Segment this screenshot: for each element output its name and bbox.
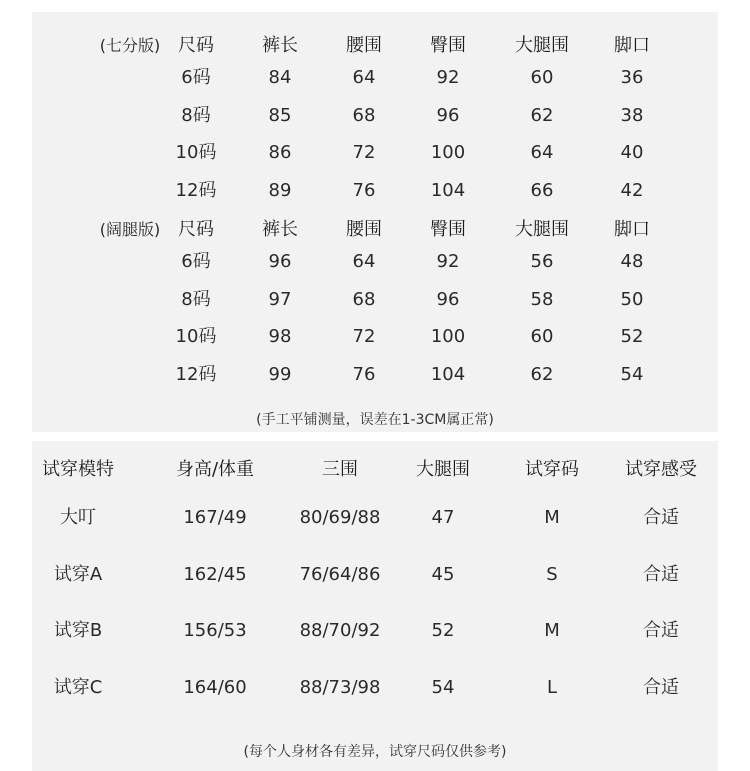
size-value: 50 xyxy=(620,288,644,310)
model-chart-note: (每个人身材各有差异，试穿尺码仅供参考) xyxy=(243,744,507,760)
size-label: 10码 xyxy=(175,326,217,347)
size-label: 12码 xyxy=(175,363,217,385)
model-value: 88/73/98 xyxy=(299,676,381,698)
size-value: 62 xyxy=(530,104,554,126)
model-value: 合适 xyxy=(643,620,679,641)
model-name: 试穿A xyxy=(53,563,103,585)
size-value: 84 xyxy=(268,67,292,88)
size-value: 64 xyxy=(352,67,376,88)
section-label: (七分版) xyxy=(99,36,161,55)
size-value: 96 xyxy=(436,288,460,310)
model-value: S xyxy=(546,563,558,585)
size-value: 62 xyxy=(530,363,554,385)
column-header: 脚口 xyxy=(614,219,650,240)
column-header: 身高/体重 xyxy=(175,459,255,480)
size-value: 38 xyxy=(620,104,644,126)
size-value: 60 xyxy=(530,67,554,88)
size-value: 104 xyxy=(430,179,466,201)
size-value: 85 xyxy=(268,104,292,126)
column-header: 大腿围 xyxy=(416,459,470,480)
column-header: 裤长 xyxy=(262,219,298,240)
size-value: 100 xyxy=(430,326,466,347)
size-value: 42 xyxy=(620,179,644,201)
model-name: 试穿B xyxy=(53,620,103,641)
size-value: 96 xyxy=(436,104,460,126)
size-value: 36 xyxy=(620,67,644,88)
section-label: (阔腿版) xyxy=(99,220,161,239)
column-header: 试穿模特 xyxy=(42,459,114,480)
column-header: 臀围 xyxy=(430,219,466,240)
size-value: 68 xyxy=(352,288,376,310)
size-value: 54 xyxy=(620,363,644,385)
column-header: 大腿围 xyxy=(515,219,569,240)
model-value: 45 xyxy=(431,563,455,585)
size-value: 58 xyxy=(530,288,554,310)
size-value: 40 xyxy=(620,142,644,163)
model-value: 47 xyxy=(431,507,455,528)
model-fit-panel xyxy=(32,441,718,771)
column-header: 尺码 xyxy=(178,219,214,240)
column-header: 试穿感受 xyxy=(625,459,697,480)
column-header: 尺码 xyxy=(178,35,214,56)
size-value: 52 xyxy=(620,326,644,347)
size-label: 8码 xyxy=(181,104,211,126)
size-value: 56 xyxy=(530,251,554,272)
size-value: 68 xyxy=(352,104,376,126)
model-value: 合适 xyxy=(643,507,679,528)
model-value: 76/64/86 xyxy=(299,563,381,585)
column-header: 三围 xyxy=(322,459,358,480)
size-value: 86 xyxy=(268,142,292,163)
size-value: 100 xyxy=(430,142,466,163)
size-value: 64 xyxy=(530,142,554,163)
model-value: M xyxy=(544,620,560,641)
model-value: 合适 xyxy=(643,676,679,698)
size-value: 64 xyxy=(352,251,376,272)
column-header: 裤长 xyxy=(262,35,298,56)
model-value: 80/69/88 xyxy=(299,507,381,528)
model-value: 合适 xyxy=(643,563,679,585)
size-value: 92 xyxy=(436,251,460,272)
model-value: 164/60 xyxy=(183,676,247,698)
size-label: 6码 xyxy=(181,251,211,272)
size-value: 98 xyxy=(268,326,292,347)
model-value: 156/53 xyxy=(183,620,247,641)
size-value: 96 xyxy=(268,251,292,272)
column-header: 试穿码 xyxy=(525,459,579,480)
model-value: 52 xyxy=(431,620,455,641)
size-value: 72 xyxy=(352,326,376,347)
model-name: 试穿C xyxy=(53,676,103,698)
size-value: 89 xyxy=(268,179,292,201)
size-value: 72 xyxy=(352,142,376,163)
size-value: 92 xyxy=(436,67,460,88)
size-value: 76 xyxy=(352,179,376,201)
model-value: 162/45 xyxy=(183,563,247,585)
size-label: 6码 xyxy=(181,67,211,88)
size-value: 97 xyxy=(268,288,292,310)
column-header: 腰围 xyxy=(346,35,382,56)
size-label: 12码 xyxy=(175,179,217,201)
column-header: 腰围 xyxy=(346,219,382,240)
size-value: 60 xyxy=(530,326,554,347)
model-value: 88/70/92 xyxy=(299,620,381,641)
column-header: 脚口 xyxy=(614,35,650,56)
size-value: 76 xyxy=(352,363,376,385)
column-header: 臀围 xyxy=(430,35,466,56)
size-chart-note: (手工平铺测量，误差在1-3CM属正常) xyxy=(256,412,494,428)
model-name: 大叮 xyxy=(60,507,96,528)
size-value: 99 xyxy=(268,363,292,385)
model-value: M xyxy=(544,507,560,528)
size-value: 104 xyxy=(430,363,466,385)
model-value: 167/49 xyxy=(183,507,247,528)
size-label: 10码 xyxy=(175,142,217,163)
size-value: 48 xyxy=(620,251,644,272)
size-label: 8码 xyxy=(181,288,211,310)
model-value: 54 xyxy=(431,676,455,698)
model-value: L xyxy=(546,676,558,698)
size-value: 66 xyxy=(530,179,554,201)
column-header: 大腿围 xyxy=(515,35,569,56)
